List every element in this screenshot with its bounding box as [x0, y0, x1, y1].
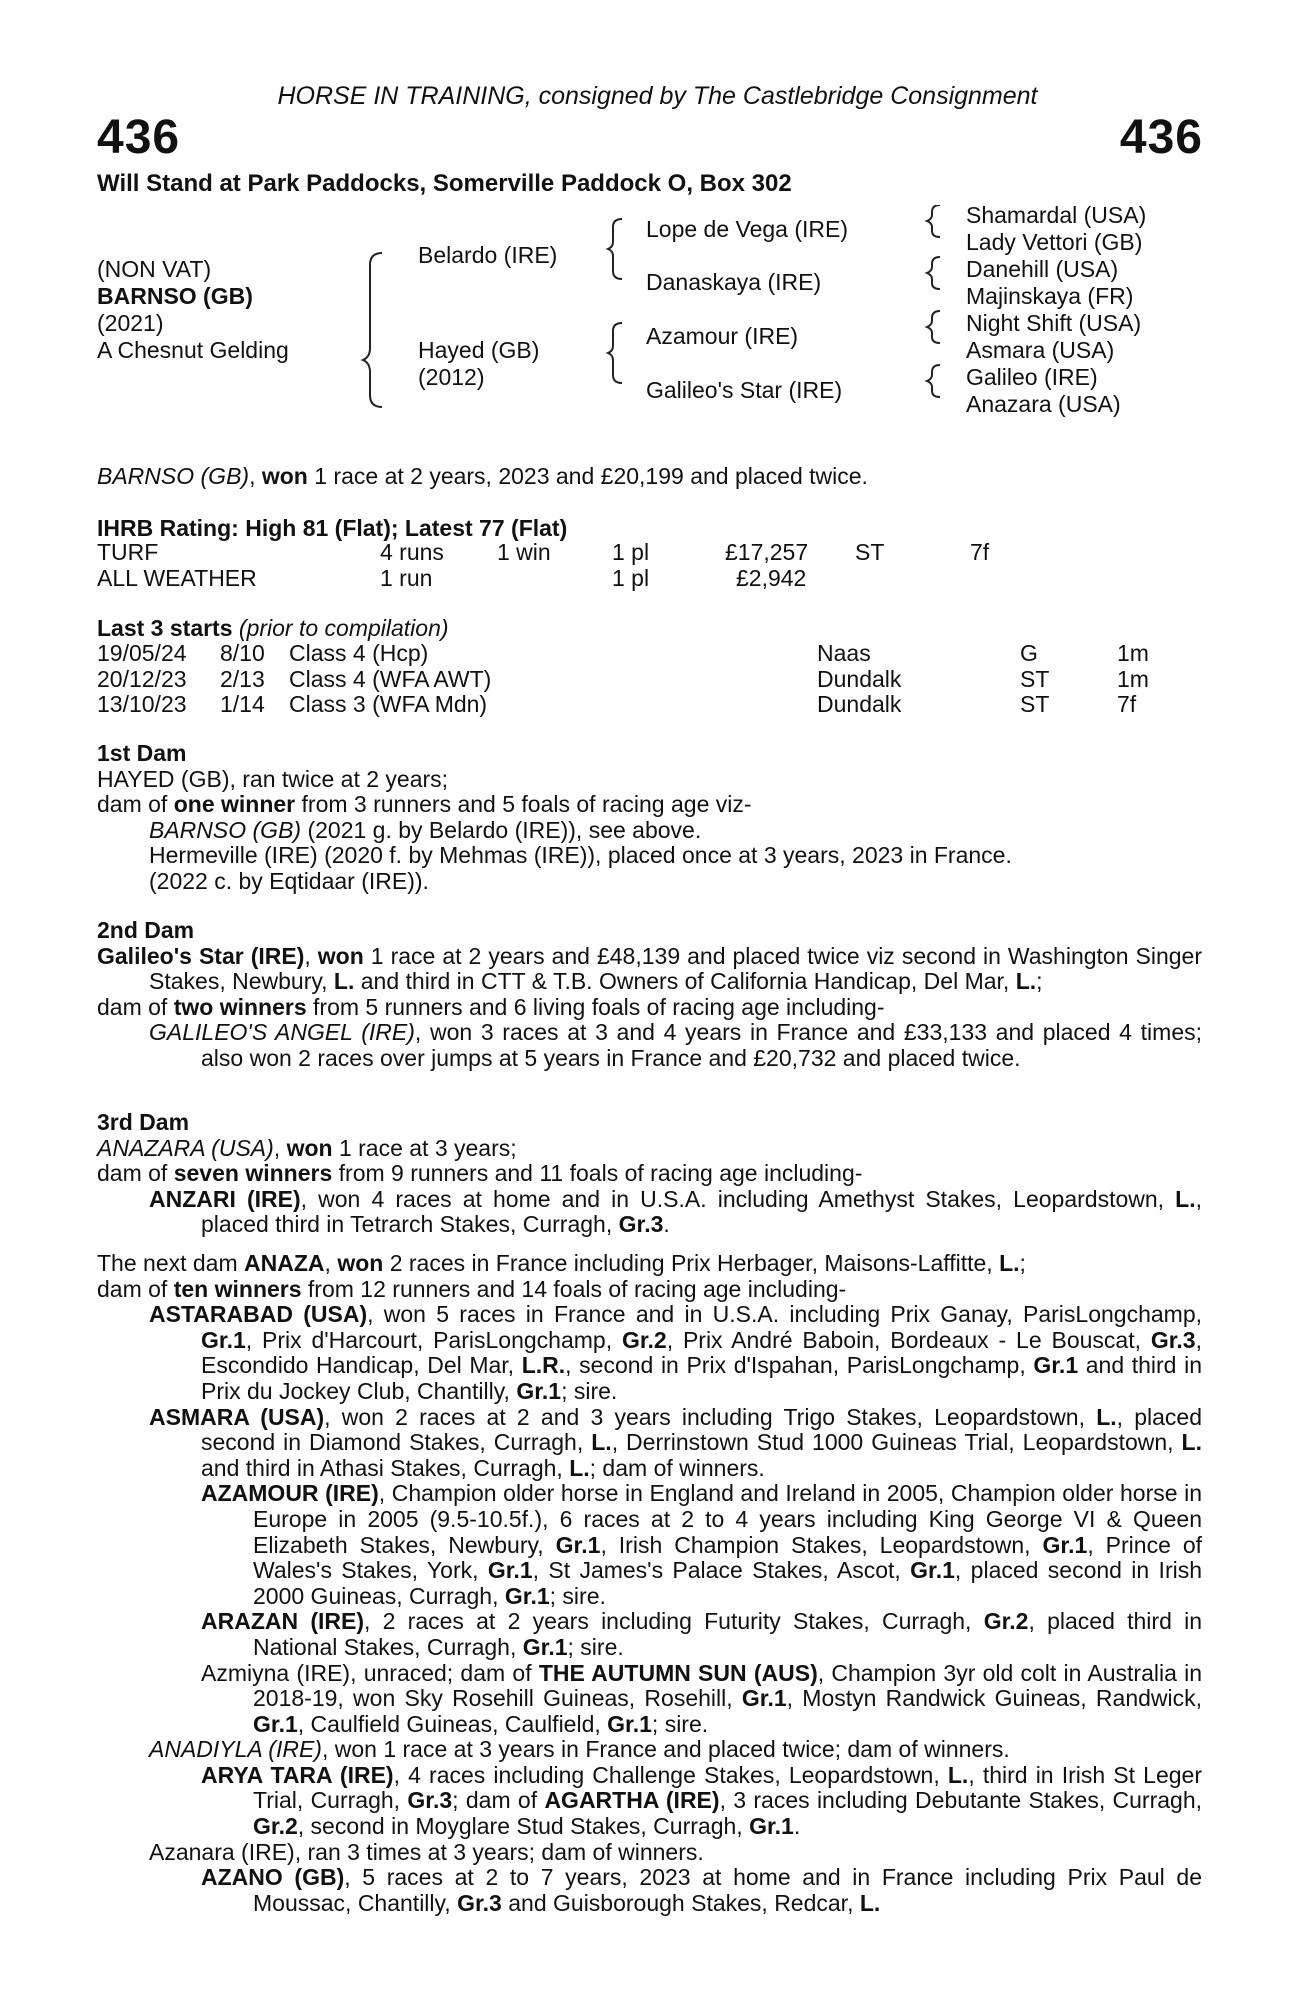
produce-arya-tara: ARYA TARA (IRE), 4 races including Challenge Stakes, Leopardstown, L., third in Irish St Leger Trial, Curragh, Gr.3; dam of AGARTHA (IRE), 3 races including Debutante Stakes, Curragh, Gr.2, second in Moyglare Stud Stakes, Curragh, Gr.1.: [201, 1761, 1203, 1840]
start-going: ST: [1020, 691, 1050, 718]
start-position: 8/10: [220, 640, 265, 666]
third-dam-record: ANAZARA (USA), won 1 race at 3 years;: [97, 1134, 517, 1161]
brace-gen1: [363, 253, 382, 407]
second-dam-record: Galileo's Star (IRE), won 1 race at 2 years and £48,139 and placed twice viz second in Washington Singer Stakes, Newbury, L. and third in CTT & T.B. Owners of California Handicap, Del Mar, L.;: [97, 942, 1202, 995]
pedigree-dam-year: (2012): [418, 364, 485, 390]
start-course: Dundalk: [817, 691, 902, 718]
produce-azano: AZANO (GB), 5 races at 2 to 7 years, 2023 at home and in France including Prix Paul de Moussac, Chantilly, Gr.3 and Guisborough Stakes, Redcar, L.: [201, 1864, 1203, 1916]
start-going: ST: [1020, 665, 1050, 692]
horse-name: BARNSO (GB): [97, 283, 253, 309]
horse-year: (2021): [97, 310, 164, 336]
rating-table: [97, 540, 1197, 596]
last3-title: Last 3 starts: [97, 615, 233, 641]
stand-location: Will Stand at Park Paddocks, Somerville Paddock O, Box 302: [97, 170, 792, 197]
start-position: 1/14: [220, 691, 265, 718]
brace-gen2-dam: [608, 323, 622, 383]
pedigree-sds: Danehill (USA): [966, 256, 1119, 282]
pedigree-dam-dam: Galileo's Star (IRE): [646, 377, 843, 403]
next-dam-produce: dam of ten winners from 12 runners and 14 foals of racing age including-: [97, 1275, 847, 1302]
rating-title: IHRB Rating: High 81 (Flat); Latest 77 (Flat): [97, 515, 568, 541]
race-summary: BARNSO (GB), won 1 race at 2 years, 2023 and £20,199 and placed twice.: [97, 463, 868, 489]
brace-gen2-sire: [608, 219, 622, 279]
start-distance: 7f: [1117, 691, 1137, 718]
last3-heading: [97, 615, 449, 642]
summary-horse-name: BARNSO (GB): [97, 463, 250, 489]
rating-runs: 1 run: [380, 564, 433, 591]
start-date: 20/12/23: [97, 665, 187, 692]
start-position: 2/13: [220, 665, 265, 692]
pedigree-ssd: Lady Vettori (GB): [966, 229, 1143, 255]
last3-table: [97, 641, 1197, 721]
vat-status: (NON VAT): [97, 256, 212, 282]
produce-arazan: ARAZAN (IRE), 2 races at 2 years including Futurity Stakes, Curragh, Gr.2, placed third in National Stakes, Curragh, Gr.1; sire.: [201, 1608, 1202, 1660]
pedigree-sdd: Majinskaya (FR): [966, 283, 1134, 309]
third-dam-produce: dam of seven winners from 9 runners and 11 foals of racing age including-: [97, 1160, 863, 1187]
first-dam-foal: (2022 c. by Eqtidaar (IRE)).: [149, 867, 429, 894]
start-race: Class 4 (WFA AWT): [289, 665, 492, 692]
first-dam-produce: dam of one winner from 3 runners and 5 foals of racing age viz-: [97, 791, 752, 818]
start-distance: 1m: [1117, 665, 1149, 692]
first-dam-foal: Hermeville (IRE) (2020 f. by Mehmas (IRE)), placed once at 3 years, 2023 in France.: [149, 842, 1012, 869]
pedigree-dsd: Asmara (USA): [966, 337, 1115, 363]
start-race: Class 3 (WFA Mdn): [289, 691, 488, 718]
rating-prize: £2,942: [736, 564, 807, 591]
rating-surface: TURF: [97, 539, 159, 565]
produce-azmiyna: Azmiyna (IRE), unraced; dam of THE AUTUMN SUN (AUS), Champion 3yr old colt in Australia in 2018-19, won Sky Rosehill Guineas, Rosehill, Gr.1, Mostyn Randwick Guineas, Randwick, Gr.1, Caulfield Guineas, Caulfield, Gr.1; sire.: [201, 1659, 1203, 1737]
first-dam-foal: BARNSO (GB) (2021 g. by Belardo (IRE)), see above.: [149, 816, 702, 843]
third-dam-section: [97, 1110, 1202, 1238]
summary-won: won: [261, 463, 308, 489]
start-date: 13/10/23: [97, 691, 187, 718]
rating-surface: ALL WEATHER: [97, 564, 257, 591]
second-dam-foal: GALILEO'S ANGEL (IRE), won 3 races at 3 and 4 years in France and £33,133 and placed 4 times; also won 2 races over jumps at 5 years in France and £20,732 and placed twice.: [149, 1019, 1202, 1071]
rating-wins: 1 win: [497, 539, 551, 565]
brace-gen3-4: [927, 365, 940, 397]
second-dam-produce: dam of two winners from 5 runners and 6 living foals of racing age including-: [97, 993, 885, 1020]
first-dam-line: HAYED (GB), ran twice at 2 years;: [97, 765, 449, 792]
produce-azamour: AZAMOUR (IRE), Champion older horse in England and Ireland in 2005, Champion older horse in Europe in 2005 (9.5-10.5f.), 6 races at 2 to 4 years including King George VI & Queen Elizabeth Stakes, Newbury, Gr.1, Irish Champion Stakes, Leopardstown, Gr.1, Prince of Wales's Stakes, York, Gr.1, St James's Palace Stakes, Ascot, Gr.1, placed second in Irish 2000 Guineas, Curragh, Gr.1; sire.: [201, 1480, 1203, 1609]
next-dam-record: The next dam ANAZA, won 2 races in France including Prix Herbager, Maisons-Laffitte, L.;: [97, 1250, 1026, 1276]
second-dam-section: [97, 918, 1202, 1072]
next-dam-section: [97, 1251, 1202, 1916]
last3-note: (prior to compilation): [232, 615, 449, 641]
pedigree-dam: Hayed (GB): [418, 337, 540, 363]
pedigree-dam-sire: Azamour (IRE): [646, 323, 799, 349]
pedigree-sire: Belardo (IRE): [418, 242, 558, 268]
rating-going: ST: [855, 539, 885, 565]
second-dam-title: 2nd Dam: [97, 917, 195, 943]
rating-placed: 1 pl: [612, 539, 650, 565]
third-dam-title: 3rd Dam: [97, 1109, 190, 1135]
produce-anadiyla: ANADIYLA (IRE), won 1 race at 3 years in France and placed twice; dam of winners.: [149, 1736, 1010, 1763]
rating-prize: £17,257: [725, 539, 809, 565]
pedigree-ddd: Anazara (USA): [966, 391, 1121, 417]
start-race: Class 4 (Hcp): [289, 640, 429, 666]
start-date: 19/05/24: [97, 640, 187, 666]
rating-runs: 4 runs: [380, 539, 444, 565]
produce-astarabad: ASTARABAD (USA), won 5 races in France and in U.S.A. including Prix Ganay, ParisLongchamp, Gr.1, Prix d'Harcourt, ParisLongchamp, Gr.2, Prix André Baboin, Bordeaux - Le Bouscat, Gr.3, Escondido Handicap, Del Mar, L.R., second in Prix d'Ispahan, ParisLongchamp, Gr.1 and third in Prix du Jockey Club, Chantilly, Gr.1; sire.: [149, 1301, 1202, 1404]
produce-azanara: Azanara (IRE), ran 3 times at 3 years; dam of winners.: [149, 1838, 704, 1865]
start-distance: 1m: [1117, 640, 1149, 666]
pedigree-sire-dam: Danaskaya (IRE): [646, 269, 822, 295]
lot-number-left: 436: [97, 111, 181, 164]
consignment-header: HORSE IN TRAINING, consigned by The Castlebridge Consignment: [277, 82, 1038, 110]
pedigree-sire-sire: Lope de Vega (IRE): [646, 216, 849, 242]
produce-asmara: ASMARA (USA), won 2 races at 2 and 3 years including Trigo Stakes, Leopardstown, L., placed second in Diamond Stakes, Curragh, L., Derrinstown Stud 1000 Guineas Trial, Leopardstown, L. and third in Athasi Stakes, Curragh, L.; dam of winners.: [149, 1403, 1203, 1481]
pedigree-dss: Night Shift (USA): [966, 310, 1142, 336]
third-dam-foal: ANZARI (IRE), won 4 races at home and in U.S.A. including Amethyst Stakes, Leopardstown, L., placed third in Tetrarch Stakes, Curragh, Gr.3.: [149, 1185, 1202, 1238]
start-course: Naas: [817, 640, 871, 666]
first-dam-section: [97, 741, 1202, 895]
brace-gen3-1: [927, 205, 940, 237]
pedigree-dds: Galileo (IRE): [966, 364, 1098, 390]
brace-gen3-2: [927, 257, 940, 289]
horse-description: A Chesnut Gelding: [97, 337, 289, 363]
rating-placed: 1 pl: [612, 564, 650, 591]
summary-text: 1 race at 2 years, 2023 and £20,199 and placed twice.: [307, 463, 868, 489]
first-dam-title: 1st Dam: [97, 740, 187, 766]
start-course: Dundalk: [817, 665, 902, 692]
pedigree-sss: Shamardal (USA): [966, 202, 1147, 228]
lot-number-right: 436: [1119, 111, 1203, 164]
brace-gen3-3: [927, 311, 940, 343]
start-going: G: [1020, 640, 1038, 666]
rating-distance: 7f: [970, 539, 990, 565]
